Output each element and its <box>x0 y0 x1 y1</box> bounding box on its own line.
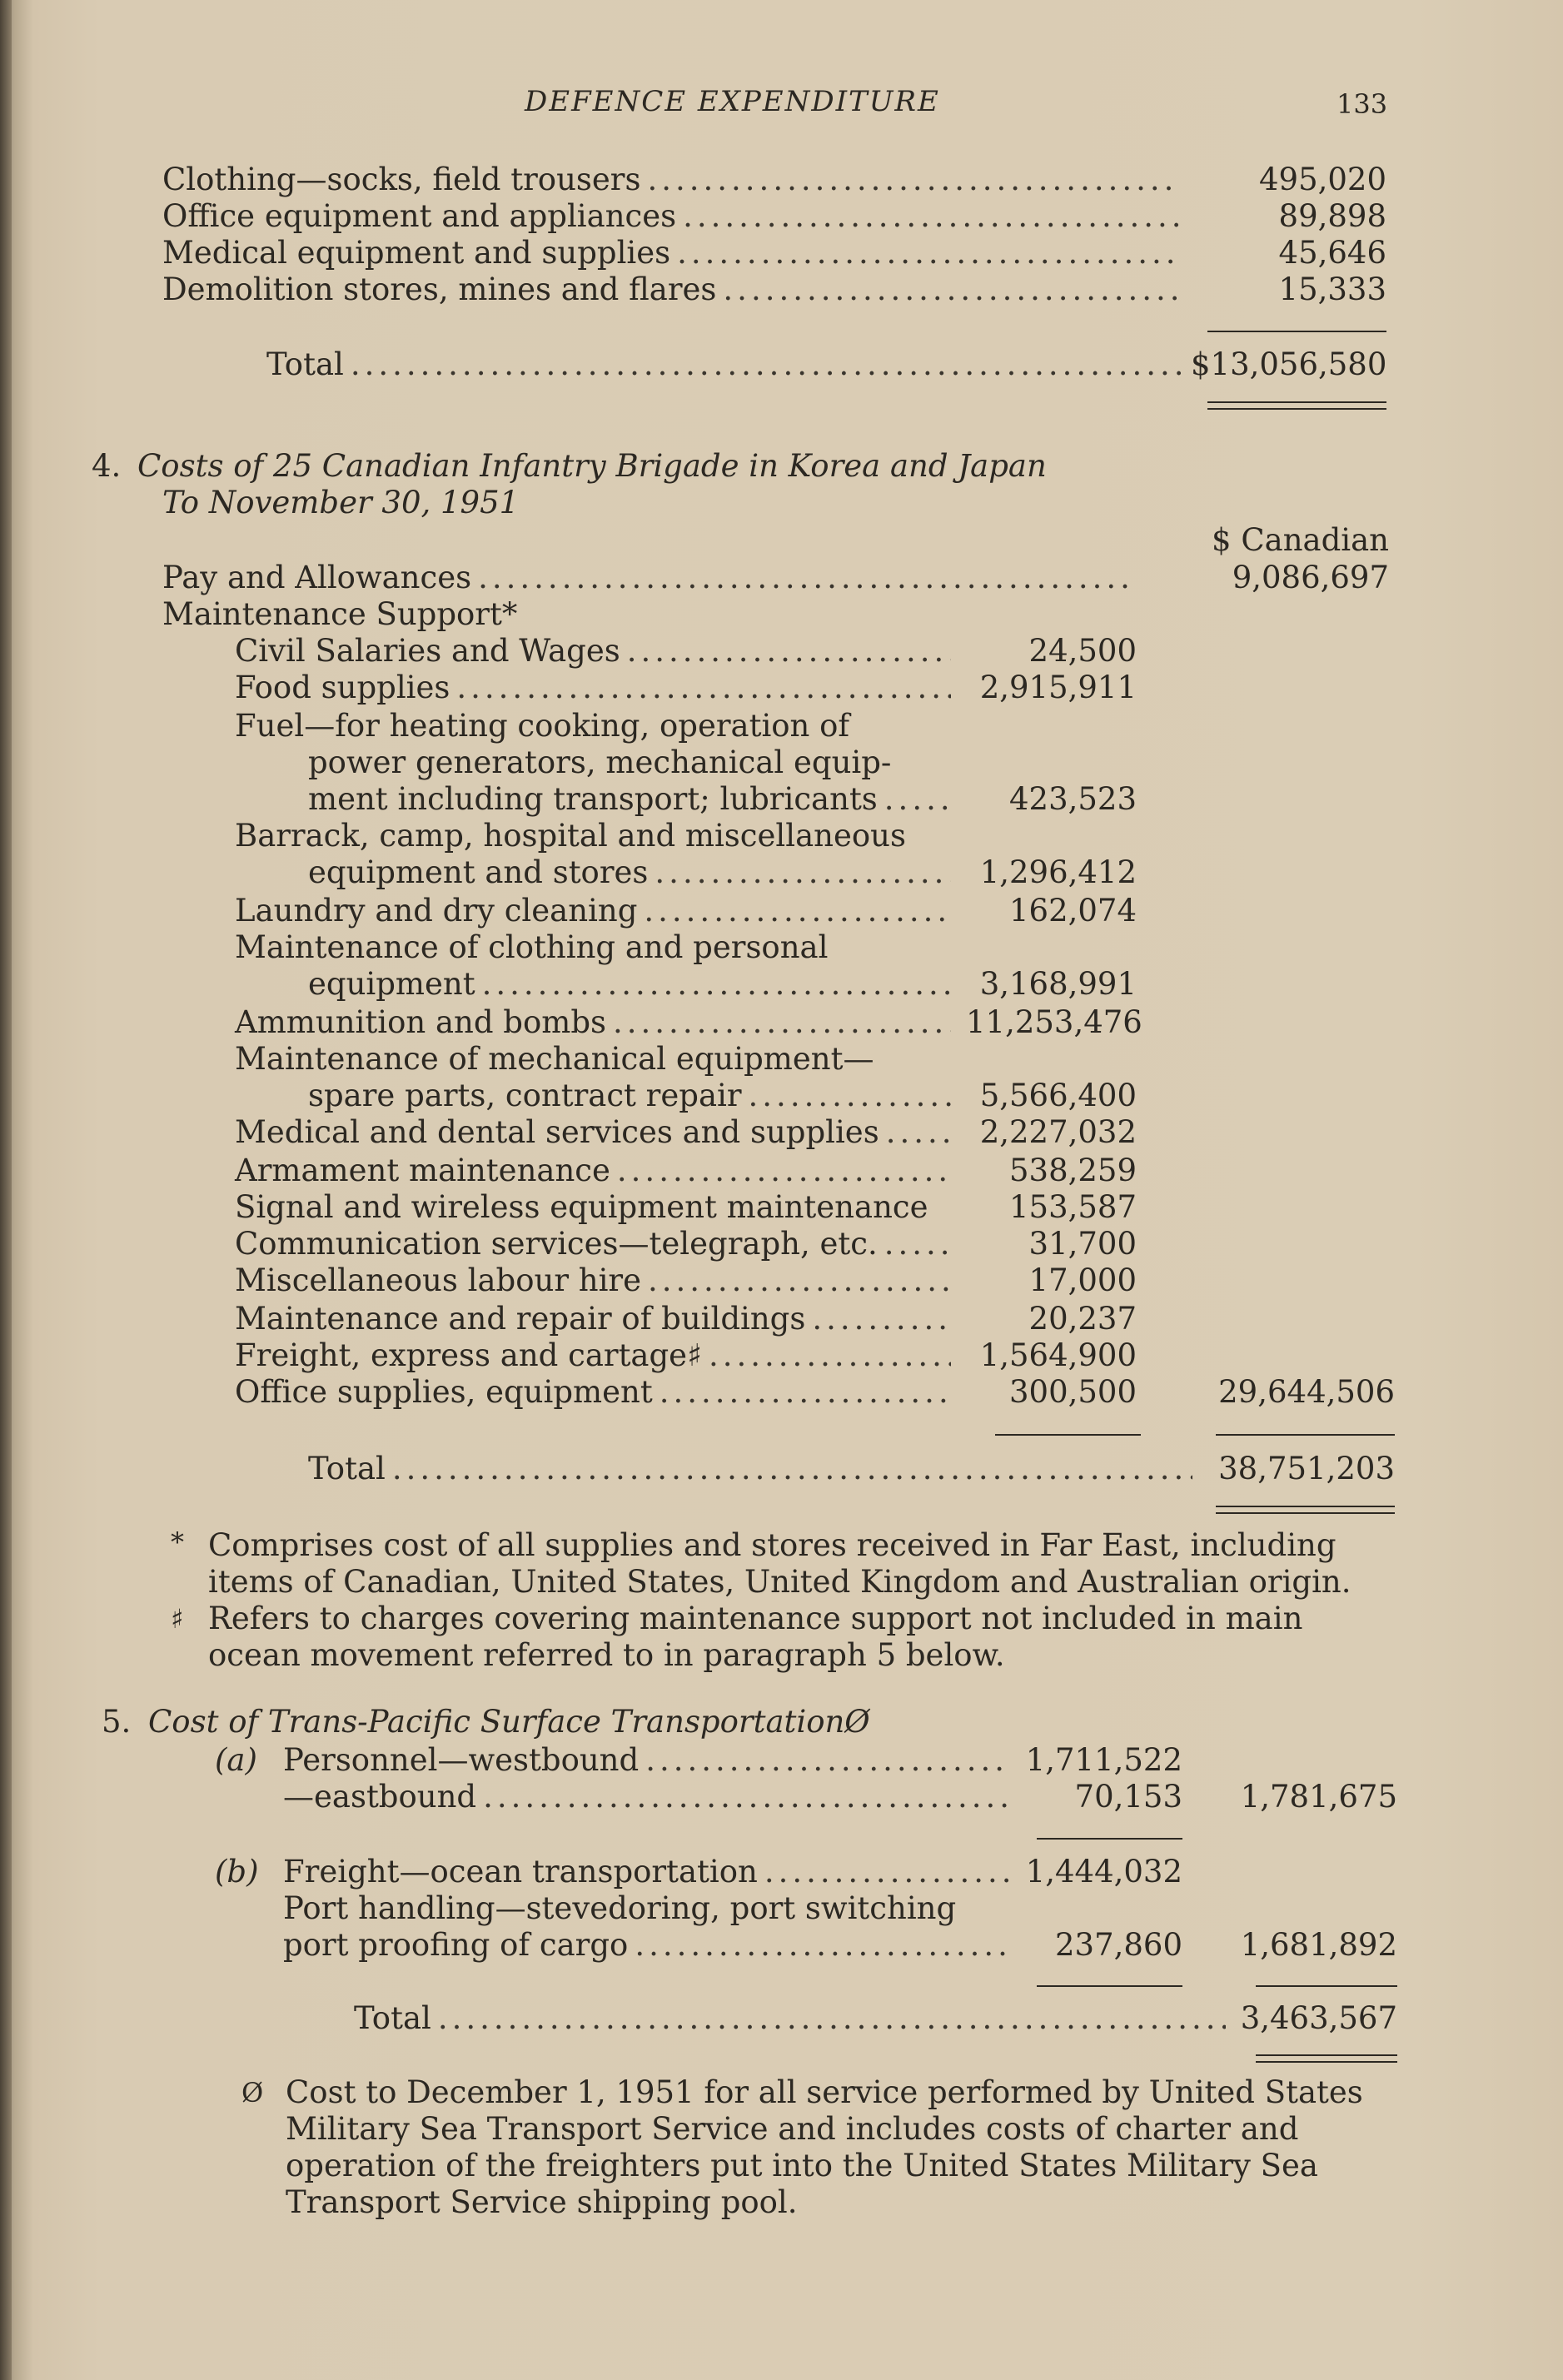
item-value: 89,898 <box>1278 198 1386 234</box>
item-label: Office equipment and appliances <box>162 198 677 234</box>
item-label: Demolition stores, mines and flares <box>162 271 717 307</box>
item-label: Food supplies <box>235 670 450 705</box>
footnote-star: Comprises cost of all supplies and stores received in Far East, including <box>208 1527 1337 1563</box>
list-item <box>283 1854 1016 1890</box>
subtotal-a-value: 1,781,675 <box>1240 1779 1397 1815</box>
item-label: Personnel—westbound <box>283 1742 640 1778</box>
item-value: 1,564,900 <box>979 1337 1137 1373</box>
list-item <box>235 633 958 670</box>
running-header <box>0 85 1563 127</box>
pay-value: 9,086,697 <box>1232 560 1389 595</box>
maintenance-support-label: Maintenance Support* <box>162 596 518 632</box>
section-4-heading: Costs of 25 Canadian Infantry Brigade in Korea and Japan <box>137 448 1047 484</box>
subtotal-rule <box>1037 1985 1182 1987</box>
item-value: 3,168,991 <box>979 966 1137 1002</box>
item-label: port proofing of cargo <box>283 1927 629 1963</box>
total-label: Total <box>354 2000 431 2036</box>
item-value: 300,500 <box>1008 1374 1137 1410</box>
item-label: Communication services—telegraph, etc. <box>235 1226 878 1262</box>
list-item <box>162 198 1187 235</box>
section-5-heading: Cost of Trans-Pacific Surface TransportationØ <box>148 1704 870 1740</box>
list-item <box>308 966 958 1003</box>
item-label: Ammunition and bombs <box>235 1004 607 1040</box>
item-label: Office supplies, equipment <box>235 1374 653 1410</box>
item-label: equipment <box>308 966 475 1002</box>
item-label: Civil Salaries and Wages <box>235 633 620 669</box>
total-label: Total <box>266 346 344 382</box>
subsection-a-marker: (a) <box>215 1742 257 1778</box>
item-value: 162,074 <box>1008 893 1137 929</box>
section-4-subheading: To November 30, 1951 <box>162 485 520 520</box>
item-value: 237,860 <box>1054 1927 1182 1963</box>
item-label: Freight—ocean transportation <box>283 1854 758 1890</box>
item-value: 15,333 <box>1278 271 1386 307</box>
subtotal-rule <box>1207 331 1386 332</box>
item-value: 2,227,032 <box>979 1114 1137 1150</box>
footnote-sharp: Refers to charges covering maintenance support not included in main <box>208 1601 1303 1636</box>
total-value: 3,463,567 <box>1240 2000 1397 2036</box>
item-label: Medical equipment and supplies <box>162 235 671 271</box>
list-item <box>235 1226 958 1262</box>
list-item <box>235 1114 958 1151</box>
section-4-number: 4. <box>92 448 122 484</box>
item-label: ment including transport; lubricants <box>308 781 878 817</box>
item-label: —eastbound <box>283 1779 477 1815</box>
item-label: Pay and Allowances <box>162 560 472 595</box>
list-item <box>308 781 958 818</box>
item-label: Clothing—socks, field trousers <box>162 162 641 197</box>
item-label-continued: Port handling—stevedoring, port switching <box>283 1890 957 1926</box>
subtotal-rule <box>995 1434 1141 1436</box>
section-5-number: 5. <box>102 1704 132 1740</box>
item-label: Maintenance and repair of buildings <box>235 1301 806 1337</box>
list-item <box>283 1927 1016 1964</box>
total-row <box>354 2000 1232 2037</box>
list-item <box>162 235 1187 271</box>
list-item <box>235 1262 958 1299</box>
item-value: 24,500 <box>1028 633 1137 669</box>
footnote-star-symbol: * <box>171 1526 184 1558</box>
total-double-rule-a <box>1216 1506 1395 1507</box>
footnote-sharp-continued: ocean movement referred to in paragraph 5 below. <box>208 1637 1005 1673</box>
subtotal-b-value: 1,681,892 <box>1240 1927 1397 1963</box>
total-value: 38,751,203 <box>1218 1451 1395 1486</box>
pay-row <box>162 560 1137 596</box>
item-label: Signal and wireless equipment maintenance <box>235 1189 928 1225</box>
item-value: 538,259 <box>1008 1153 1137 1188</box>
item-label-continued: Maintenance of mechanical equipment— <box>235 1041 874 1077</box>
footnote-null-continued: Transport Service shipping pool. <box>286 2184 798 2220</box>
list-item <box>235 893 958 929</box>
item-label-continued: Barrack, camp, hospital and miscellaneous <box>235 818 906 854</box>
item-value: 5,566,400 <box>979 1078 1137 1113</box>
item-value: 17,000 <box>1028 1262 1137 1298</box>
item-value: 423,523 <box>1008 781 1137 817</box>
book-spine-shadow <box>0 0 12 2380</box>
item-label: Medical and dental services and supplies <box>235 1114 879 1150</box>
footnote-null-continued: Military Sea Transport Service and includes costs of charter and <box>286 2111 1299 2147</box>
item-label: Laundry and dry cleaning <box>235 893 638 929</box>
footnote-null-continued: operation of the freighters put into the United States Military Sea <box>286 2148 1318 2183</box>
list-item <box>235 670 958 706</box>
list-item <box>283 1779 1016 1815</box>
item-value: 45,646 <box>1278 235 1386 271</box>
subtotal-rule <box>1216 1434 1395 1436</box>
item-label: Freight, express and cartage♯ <box>235 1337 702 1373</box>
list-item <box>283 1742 1016 1779</box>
item-label: Miscellaneous labour hire <box>235 1262 642 1298</box>
item-label-continued: Fuel—for heating cooking, operation of <box>235 708 850 744</box>
list-item <box>235 1004 958 1041</box>
list-item <box>235 1301 958 1337</box>
footnote-sharp-symbol: ♯ <box>171 1603 184 1635</box>
item-label-continued: power generators, mechanical equip- <box>308 744 892 780</box>
item-value: 1,444,032 <box>1025 1854 1182 1890</box>
total-row <box>266 346 1195 383</box>
list-item <box>235 1153 958 1189</box>
item-label-continued: Maintenance of clothing and personal <box>235 929 829 965</box>
footnote-null-symbol: Ø <box>241 2077 264 2109</box>
item-value: 20,237 <box>1028 1301 1137 1337</box>
list-item <box>162 271 1187 308</box>
item-label: spare parts, contract repair <box>308 1078 742 1113</box>
item-value: 153,587 <box>1008 1189 1137 1225</box>
item-label: equipment and stores <box>308 854 649 890</box>
total-double-rule-b <box>1256 2061 1397 2063</box>
item-value: 2,915,911 <box>979 670 1137 705</box>
footnote-star-continued: items of Canadian, United States, United Kingdom and Australian origin. <box>208 1564 1351 1600</box>
list-item <box>235 1337 958 1374</box>
list-item <box>308 1078 958 1114</box>
total-row <box>308 1451 1199 1487</box>
total-value: $13,056,580 <box>1191 346 1387 382</box>
maintenance-total-value: 29,644,506 <box>1218 1374 1395 1410</box>
item-value: 1,296,412 <box>979 854 1137 890</box>
subtotal-rule <box>1037 1838 1182 1840</box>
list-item <box>162 162 1187 198</box>
total-label: Total <box>308 1451 386 1486</box>
page-number: 133 <box>1337 88 1388 120</box>
item-value: 1,711,522 <box>1025 1742 1182 1778</box>
subsection-b-marker: (b) <box>215 1854 259 1890</box>
item-value: 31,700 <box>1028 1226 1137 1262</box>
total-double-rule-b <box>1207 408 1386 410</box>
item-value: 495,020 <box>1258 162 1386 197</box>
total-double-rule-b <box>1216 1512 1395 1514</box>
footnote-null: Cost to December 1, 1951 for all service performed by United States <box>286 2074 1363 2110</box>
subtotal-rule <box>1256 1985 1397 1987</box>
item-value: 70,153 <box>1074 1779 1182 1815</box>
list-item <box>235 1374 958 1411</box>
item-label: Armament maintenance <box>235 1153 610 1188</box>
total-double-rule-a <box>1207 401 1386 403</box>
item-value: 11,253,476 <box>966 1004 1142 1040</box>
currency-label: $ Canadian <box>1212 522 1389 558</box>
total-double-rule-a <box>1256 2054 1397 2056</box>
list-item <box>308 854 958 891</box>
running-title: DEFENCE EXPENDITURE <box>525 85 940 118</box>
